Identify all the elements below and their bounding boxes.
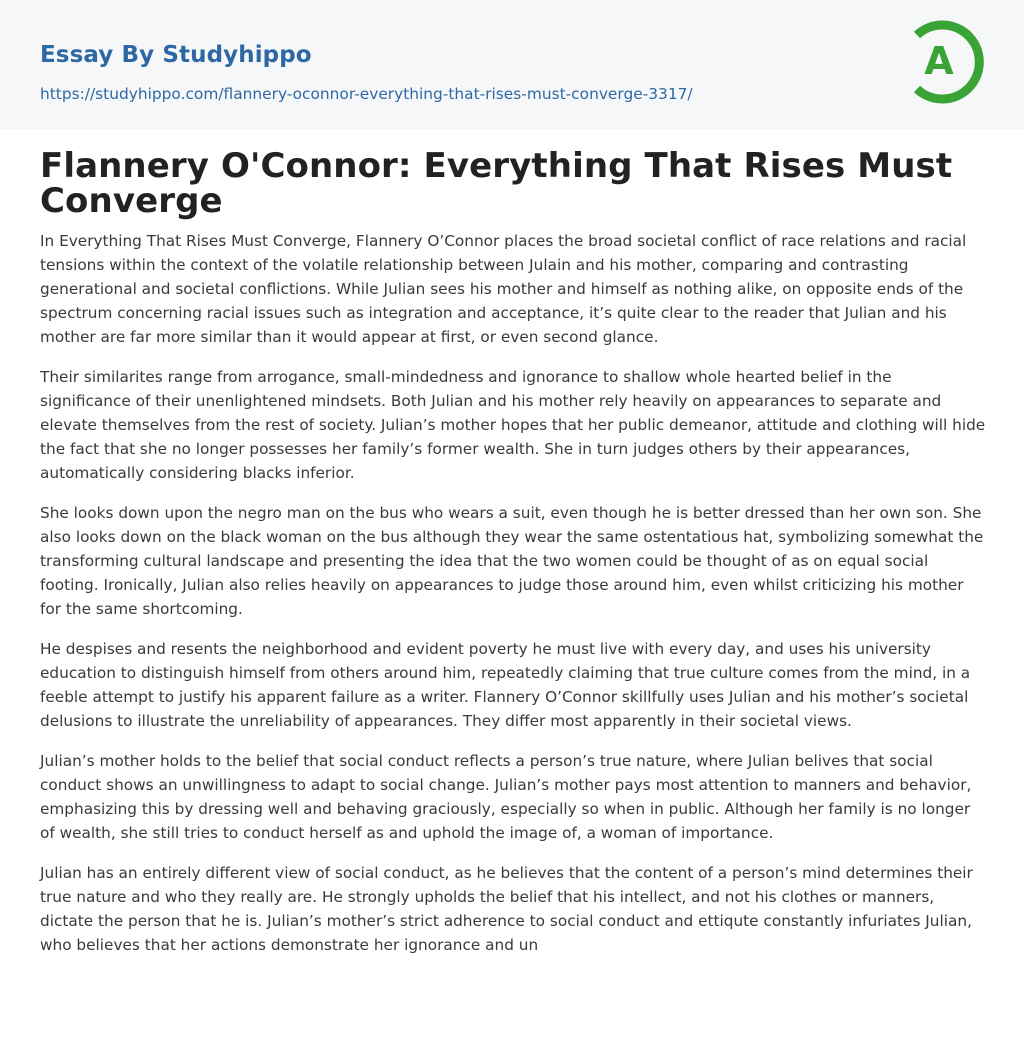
site-header (0, 0, 1024, 129)
article (40, 146, 986, 973)
essay-paragraph: She looks down upon the negro man on the bus who wears a suit, even though he is better dressed than her own son. She also looks down on the black woman on the bus although they wear the same ostentatious hat, symbolizing somewhat the transforming cultural landscape and presenting the idea that the two women could be thought of as on equal social footing. Ironically, Julian also relies heavily on appearances to judge those around him, even whilst criticizing his mother for the same shortcoming. (40, 504, 984, 618)
brand-title[interactable]: Essay By Studyhippo (40, 42, 312, 68)
essay-paragraph: He despises and resents the neighborhood and evident poverty he must live with every day, and uses his university education to distinguish himself from others around him, repeatedly claiming that true culture comes from the mind, in a feeble attempt to justify his apparent failure as a writer. Flannery O’Connor skillfully uses Julian and his mother’s societal delusions to illustrate the unreliability of appearances. They differ most apparently in their societal views. (40, 640, 971, 730)
essay-paragraph: Julian has an entirely different view of social conduct, as he believes that the content of a person’s mind determines their true nature and who they really are. He strongly upholds the belief that his intellect, and not his clothes or manners, dictate the person that he is. Julian’s mother’s strict adherence to social conduct and ettiqute constantly infuriates Julian, who believes that her actions demonstrate her ignorance and un (40, 864, 973, 954)
studyhippo-logo-icon[interactable] (908, 18, 988, 106)
essay-paragraph: In Everything That Rises Must Converge, Flannery O’Connor places the broad societal conflict of race relations and racial tensions within the context of the volatile relationship between Julain and his mother, comparing and contrasting generational and societal conflictions. While Julian sees his mother and himself as nothing alike, on opposite ends of the spectrum concerning racial issues such as integration and acceptance, it’s quite clear to the reader that Julian and his mother are far more similar than it would appear at first, or even second glance. (40, 232, 967, 346)
source-url-link[interactable]: https://studyhippo.com/flannery-oconnor-everything-that-rises-must-converge-3317/ (40, 85, 693, 103)
page-title: Flannery O'Connor: Everything That Rises Must Converge (40, 146, 953, 221)
essay-body (40, 229, 986, 957)
essay-paragraph: Julian’s mother holds to the belief that social conduct reflects a person’s true nature, where Julian belives that social conduct shows an unwillingness to adapt to social change. Julian’s mother pays most attention to manners and behavior, emphasizing this by dressing well and behaving graciously, especially so when in public. Although her family is no longer of wealth, she still tries to conduct herself as and uphold the image of, a woman of importance. (40, 752, 972, 842)
logo-letter: A (924, 39, 954, 83)
essay-paragraph: Their similarites range from arrogance, small-mindedness and ignorance to shallow whole hearted belief in the significance of their unenlightened mindsets. Both Julian and his mother rely heavily on appearances to separate and elevate themselves from the rest of society. Julian’s mother hopes that her public demeanor, attitude and clothing will hide the fact that she no longer possesses her family’s former wealth. She in turn judges others by their appearances, automatically considering blacks inferior. (40, 368, 986, 482)
